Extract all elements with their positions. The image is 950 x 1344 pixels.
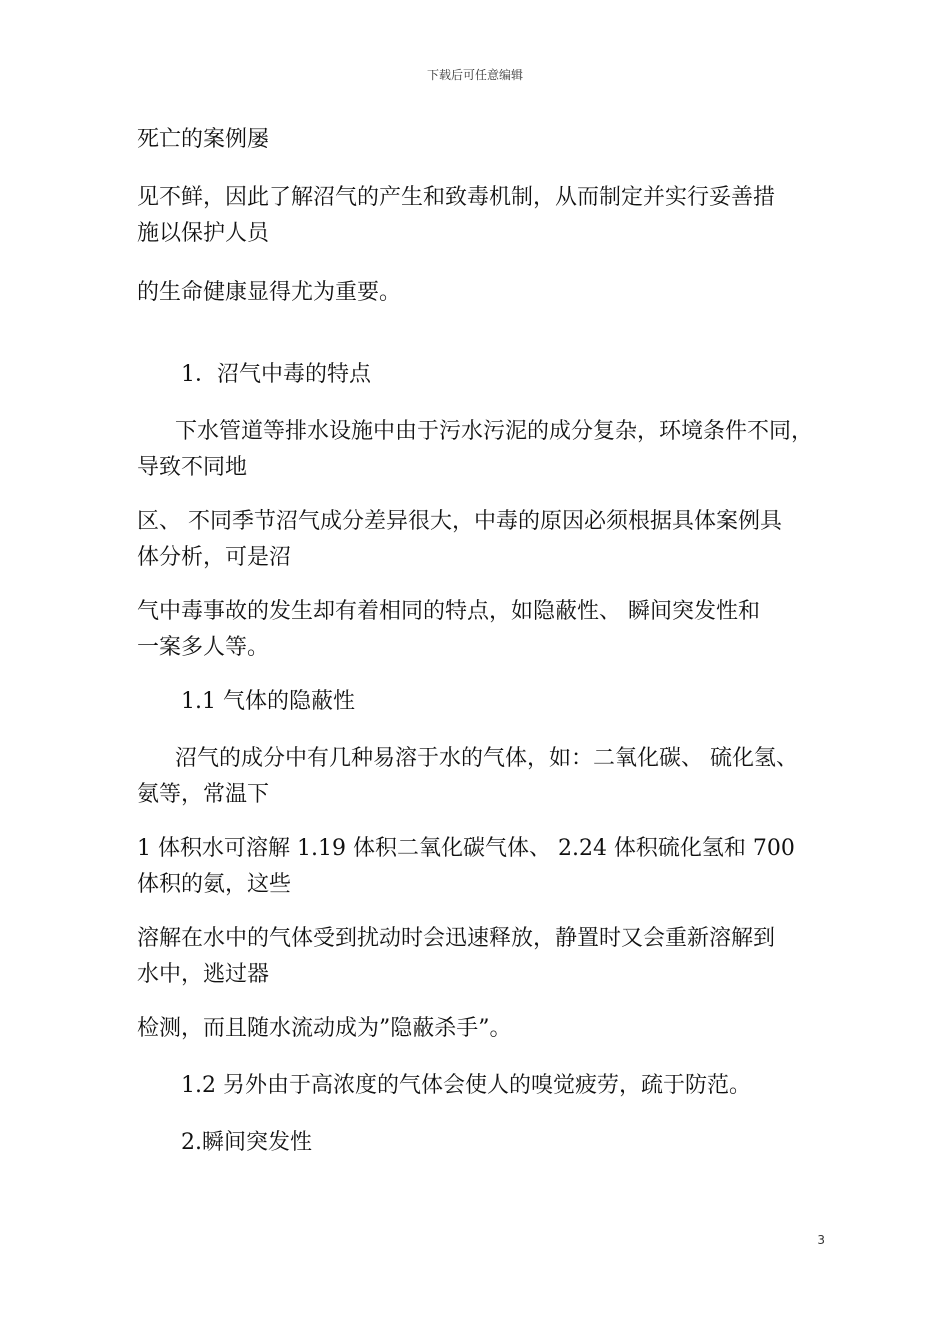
paragraph [137, 831, 827, 903]
paragraph [137, 921, 827, 993]
text-line: 一案多人等。 [137, 635, 270, 660]
text-line: 下水管道等排水设施中由于污水污泥的成分复杂，环境条件不同， [175, 419, 814, 444]
paragraph [137, 275, 827, 311]
text-line: 氨等，常温下 [137, 782, 270, 807]
page-number: 3 [817, 1233, 825, 1247]
subsection-heading [181, 1068, 871, 1104]
text-line: 1 体积水可溶解 1.19 体积二氧化碳气体、 2.24 体积硫化氢和 700 [137, 836, 795, 861]
paragraph [137, 122, 827, 158]
text-line: 1．沼气中毒的特点 [181, 362, 371, 387]
paragraph [137, 741, 827, 813]
text-line: 体分析，可是沼 [137, 545, 292, 570]
paragraph [137, 504, 827, 576]
paragraph [137, 1011, 827, 1047]
text-line: 的生命健康显得尤为重要。 [137, 280, 402, 305]
paragraph [137, 414, 827, 486]
subsection-heading [181, 684, 871, 720]
text-line: 施以保护人员 [137, 221, 270, 246]
text-line: 沼气的成分中有几种易溶于水的气体，如：二氧化碳、 硫化氢、 [175, 746, 798, 771]
text-line: 体积的氨，这些 [137, 872, 292, 897]
paragraph [137, 180, 827, 252]
text-line: 1.2 另外由于高浓度的气体会使人的嗅觉疲劳，疏于防范。 [181, 1073, 751, 1098]
text-line: 气中毒事故的发生却有着相同的特点，如隐蔽性、 瞬间突发性和 [137, 599, 760, 624]
text-line: 导致不同地 [137, 455, 248, 480]
text-line: 检测，而且随水流动成为”隐蔽杀手”。 [137, 1016, 512, 1041]
section-heading [181, 357, 871, 393]
paragraph [137, 594, 827, 666]
text-line: 区、 不同季节沼气成分差异很大，中毒的原因必须根据具体案例具 [137, 509, 782, 534]
section-heading [181, 1125, 871, 1161]
text-line: 1.1 气体的隐蔽性 [181, 689, 355, 714]
page-header: 下载后可任意编辑 [426, 68, 523, 82]
text-line: 死亡的案例屡 [137, 127, 270, 152]
text-line: 2.瞬间突发性 [181, 1130, 312, 1155]
text-line: 溶解在水中的气体受到扰动时会迅速释放，静置时又会重新溶解到 [137, 926, 776, 951]
text-line: 见不鲜，因此了解沼气的产生和致毒机制，从而制定并实行妥善措 [137, 185, 776, 210]
text-line: 水中，逃过器 [137, 962, 270, 987]
